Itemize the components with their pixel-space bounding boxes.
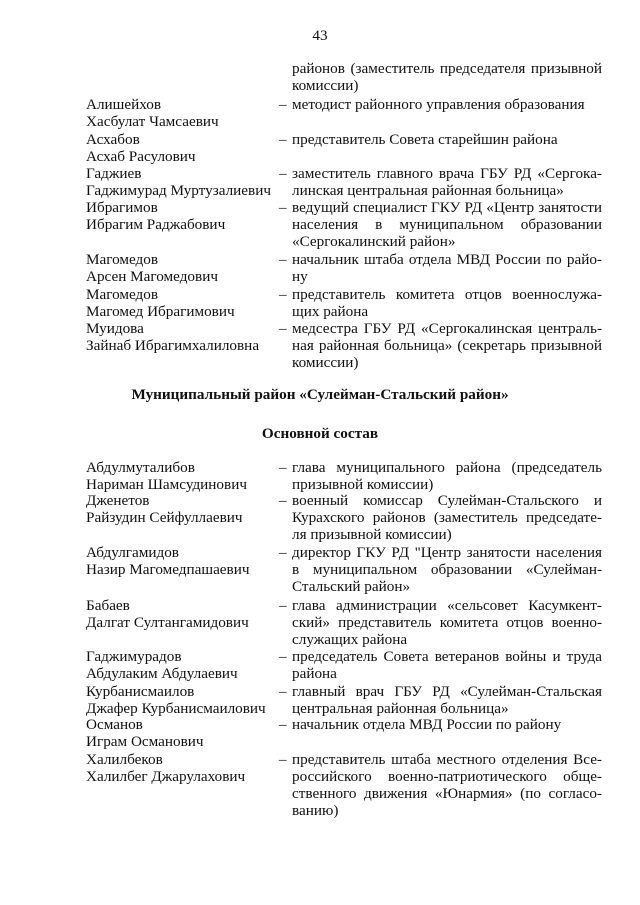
- member-surname: Курбанисмаилов: [86, 683, 195, 700]
- member-role-line: директор ГКУ РД "Центр занятости населения: [292, 544, 602, 561]
- member-role-line: центральная районная больница»: [292, 700, 509, 717]
- member-role-line: ванию): [292, 802, 339, 819]
- member-surname: Абдулмуталибов: [86, 459, 195, 476]
- member-role-line: ственного движения «Юнармия» (по согласо-: [292, 785, 602, 802]
- member-surname: Ибрагимов: [86, 199, 158, 216]
- member-given-name: Гаджимурад Муртузалиевич: [86, 182, 271, 199]
- member-role: [292, 597, 602, 648]
- dash-separator: –: [279, 320, 287, 337]
- member-given-name: Ибрагим Раджабович: [86, 216, 226, 233]
- member-name: [86, 199, 276, 233]
- continuation-text: [292, 60, 602, 94]
- member-role: [292, 165, 602, 199]
- member-role: [292, 683, 602, 717]
- member-role-line: начальник штаба отдела МВД России по райо-: [292, 251, 602, 268]
- member-role: [292, 492, 602, 543]
- member-role: [292, 648, 602, 682]
- member-name: [86, 751, 276, 785]
- continuation-line: комиссии): [292, 77, 359, 94]
- member-role-line: главный врач ГБУ РД «Сулейман-Стальская: [292, 683, 602, 700]
- dash-separator: –: [279, 648, 287, 665]
- dash-separator: –: [279, 459, 287, 476]
- member-surname: Муидова: [86, 320, 144, 337]
- member-name: [86, 96, 276, 130]
- member-role: [292, 544, 602, 595]
- member-surname: Гаджимурадов: [86, 648, 182, 665]
- member-name: [86, 492, 276, 526]
- dash-separator: –: [279, 199, 287, 216]
- member-name: [86, 544, 276, 578]
- member-role-line: Курахского районов (заместитель председате-: [292, 509, 602, 526]
- dash-separator: –: [279, 597, 287, 614]
- member-role-line: ная районная больница» (секретарь призывной: [292, 337, 602, 354]
- dash-separator: –: [279, 96, 287, 113]
- member-name: [86, 165, 276, 199]
- member-role-line: района: [292, 665, 337, 682]
- member-role-line: «Сергокалинский район»: [292, 233, 456, 250]
- member-role-line: военный комиссар Сулейман-Стальского и: [292, 492, 602, 509]
- member-given-name: Асхаб Расулович: [86, 148, 196, 165]
- member-surname: Османов: [86, 716, 143, 733]
- member-role-line: заместитель главного врача ГБУ РД «Сергока-: [292, 165, 602, 182]
- member-surname: Магомедов: [86, 286, 159, 303]
- member-name: [86, 716, 276, 750]
- member-surname: Бабаев: [86, 597, 130, 614]
- dash-separator: –: [279, 165, 287, 182]
- dash-separator: –: [279, 544, 287, 561]
- member-surname: Гаджиев: [86, 165, 142, 182]
- member-role-line: представитель штаба местного отделения Все-: [292, 751, 602, 768]
- member-surname: Дженетов: [86, 492, 150, 509]
- member-role-line: российского военно-патриотического обще-: [292, 768, 602, 785]
- dash-separator: –: [279, 751, 287, 768]
- member-role-line: служащих района: [292, 631, 408, 648]
- member-role-line: щих района: [292, 303, 369, 320]
- member-role-line: в муниципальном образовании «Сулейман-: [292, 561, 602, 578]
- member-surname: Алишейхов: [86, 96, 162, 113]
- member-name: [86, 131, 276, 165]
- member-role: [292, 96, 602, 113]
- member-role-line: методист районного управления образования: [292, 96, 585, 113]
- member-given-name: Райзудин Сейфуллаевич: [86, 509, 243, 526]
- member-role: [292, 199, 602, 250]
- member-role: [292, 286, 602, 320]
- member-role-line: ля призывной комиссии): [292, 526, 452, 543]
- member-role-line: начальник отдела МВД России по району: [292, 716, 562, 733]
- member-given-name: Нариман Шамсудинович: [86, 476, 247, 493]
- member-role-line: призывной комиссии): [292, 476, 434, 493]
- member-role-line: глава муниципального района (председатель: [292, 459, 602, 476]
- member-given-name: Магомед Ибрагимович: [86, 303, 235, 320]
- member-name: [86, 597, 276, 631]
- member-given-name: Хасбулат Чамсаевич: [86, 113, 219, 130]
- member-surname: Магомедов: [86, 251, 159, 268]
- member-name: [86, 320, 276, 354]
- dash-separator: –: [279, 286, 287, 303]
- member-name: [86, 251, 276, 285]
- member-role-line: населения в муниципальном образовании: [292, 216, 602, 233]
- member-given-name: Играм Османович: [86, 733, 204, 750]
- member-given-name: Арсен Магомедович: [86, 268, 218, 285]
- member-given-name: Джафер Курбанисмаилович: [86, 700, 266, 717]
- member-role-line: Стальский район»: [292, 578, 411, 595]
- member-name: [86, 286, 276, 320]
- member-given-name: Далгат Султангамидович: [86, 614, 249, 631]
- member-role-line: ведущий специалист ГКУ РД «Центр занятости: [292, 199, 602, 216]
- dash-separator: –: [279, 131, 287, 148]
- page-number: 43: [312, 27, 328, 44]
- member-role: [292, 459, 602, 493]
- member-surname: Асхабов: [86, 131, 140, 148]
- member-role-line: глава администрации «сельсовет Касумкент-: [292, 597, 602, 614]
- member-role-line: комиссии): [292, 354, 359, 371]
- member-role: [292, 716, 602, 733]
- member-role-line: представитель Совета старейшин района: [292, 131, 558, 148]
- member-given-name: Зайнаб Ибрагимхалиловна: [86, 337, 260, 354]
- member-role: [292, 131, 602, 148]
- member-role-line: председатель Совета ветеранов войны и труда: [292, 648, 602, 665]
- continuation-line: районов (заместитель председателя призывной: [292, 60, 602, 77]
- dash-separator: –: [279, 716, 287, 733]
- member-role: [292, 251, 602, 285]
- dash-separator: –: [279, 251, 287, 268]
- member-name: [86, 648, 276, 682]
- member-role-line: ну: [292, 268, 308, 285]
- composition-heading: Основной состав: [261, 425, 379, 442]
- member-role-line: линская центральная районная больница»: [292, 182, 564, 199]
- member-role: [292, 320, 602, 371]
- member-name: [86, 683, 276, 717]
- member-given-name: Абдулаким Абдулаевич: [86, 665, 238, 682]
- member-role: [292, 751, 602, 819]
- dash-separator: –: [279, 683, 287, 700]
- member-role-line: ский» представитель комитета отцов военно-: [292, 614, 602, 631]
- member-role-line: представитель комитета отцов военнослужа-: [292, 286, 602, 303]
- member-role-line: медсестра ГБУ РД «Сергокалинская централь-: [292, 320, 602, 337]
- member-surname: Халилбеков: [86, 751, 163, 768]
- member-given-name: Назир Магомедпашаевич: [86, 561, 250, 578]
- member-surname: Абдулгамидов: [86, 544, 179, 561]
- member-given-name: Халилбег Джарулахович: [86, 768, 246, 785]
- district-heading: Муниципальный район «Сулейман-Стальский район»: [131, 386, 509, 403]
- member-name: [86, 459, 276, 493]
- dash-separator: –: [279, 492, 287, 509]
